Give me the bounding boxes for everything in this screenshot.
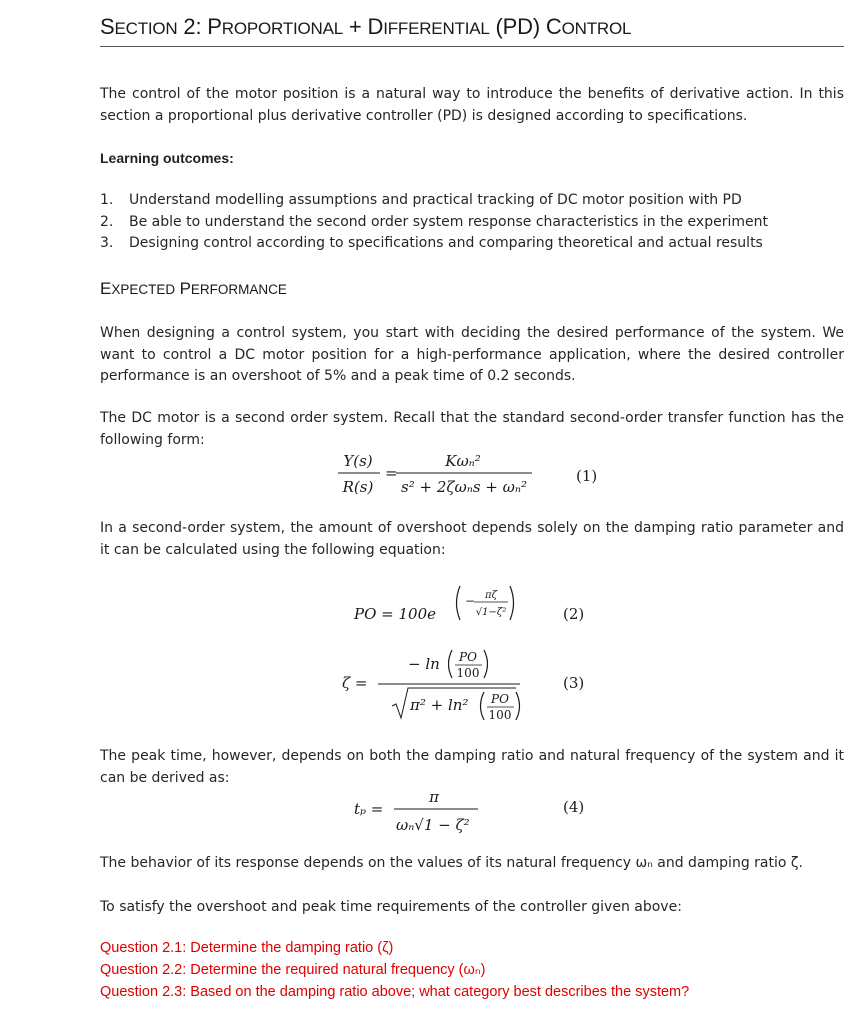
list-item: 3. Designing control according to specifications and comparing theoretical and actual results	[100, 235, 763, 251]
equation-3-number: (3)	[563, 674, 585, 692]
eq3-numerator: − ln	[408, 655, 440, 673]
eq2-lhs: PO = 100e	[354, 605, 437, 623]
list-item: 1. Understand modelling assumptions and practical tracking of DC motor position with PD	[100, 192, 742, 208]
eq1-rhs-denominator: s² + 2ζωₙs + ωₙ²	[401, 478, 527, 496]
question-2-2: Question 2.2: Determine the required natural frequency (ωₙ)	[100, 962, 486, 978]
question-2-1: Question 2.1: Determine the damping ratio (ζ)	[100, 940, 394, 956]
equation-3	[340, 644, 540, 724]
eq1-lhs-denominator: R(s)	[342, 478, 374, 496]
overshoot-paragraph: In a second-order system, the amount of overshoot depends solely on the damping ratio parameter and it can be calculated using the following equation:	[100, 520, 844, 558]
satisfy-paragraph: To satisfy the overshoot and peak time requirements of the controller given above:	[100, 899, 682, 915]
eq3-lhs: ζ =	[342, 674, 368, 692]
learning-outcomes-list	[100, 190, 768, 255]
list-item: 2. Be able to understand the second order system response characteristics in the experiment	[100, 213, 768, 230]
equation-4	[352, 784, 502, 840]
equation-4-number: (4)	[563, 798, 585, 816]
svg-text:−: −	[465, 594, 476, 608]
performance-paragraph: When designing a control system, you start with deciding the desired performance of the system. We want to control a DC motor position for a high-performance application, where the desired controller performance is an overshoot of 5% and a peak time of 0.2 seconds.	[100, 325, 844, 384]
eq3-den-frac-bottom: 100	[488, 708, 512, 722]
behavior-paragraph: The behavior of its response depends on the values of its natural frequency ωₙ and damping ratio ζ.	[100, 855, 803, 871]
equation-2-number: (2)	[563, 605, 585, 623]
second-order-paragraph: The DC motor is a second order system. Recall that the standard second-order transfer function has the following form:	[100, 410, 844, 448]
question-2-3: Question 2.3: Based on the damping ratio above; what category best describes the system?	[100, 984, 690, 1000]
section-title: SECTION 2: PROPORTIONAL + DIFFERENTIAL (PD) CONTROL	[100, 14, 844, 47]
eq2-exp-denominator: √1−ζ²	[475, 607, 507, 618]
eq4-denominator: ωₙ√1 − ζ²	[396, 816, 470, 834]
expected-performance-heading: EXPECTED PERFORMANCE	[100, 279, 287, 298]
equation-2	[352, 578, 532, 628]
eq1-lhs-numerator: Y(s)	[343, 452, 373, 470]
equation-1	[330, 448, 600, 504]
eq3-denominator: π² + ln²	[410, 696, 469, 714]
eq2-exp-numerator: πζ	[485, 590, 497, 601]
eq1-equals: =	[385, 464, 398, 482]
learning-outcomes-heading: Learning outcomes:	[100, 150, 234, 166]
eq1-rhs-numerator: Kωₙ²	[445, 452, 481, 470]
equation-1-number: (1)	[576, 467, 598, 485]
peak-time-paragraph: The peak time, however, depends on both the damping ratio and natural frequency of the system and it can be derived as:	[100, 748, 844, 786]
eq4-lhs: tₚ =	[354, 800, 384, 818]
eq3-num-frac-top: PO	[459, 650, 477, 664]
eq3-den-frac-top: PO	[491, 692, 509, 706]
intro-paragraph: The control of the motor position is a natural way to introduce the benefits of derivative action. In this section a proportional plus derivative controller (PD) is designed according to specifications.	[100, 86, 844, 124]
eq4-numerator: π	[429, 788, 439, 806]
eq3-num-frac-bottom: 100	[456, 666, 480, 680]
